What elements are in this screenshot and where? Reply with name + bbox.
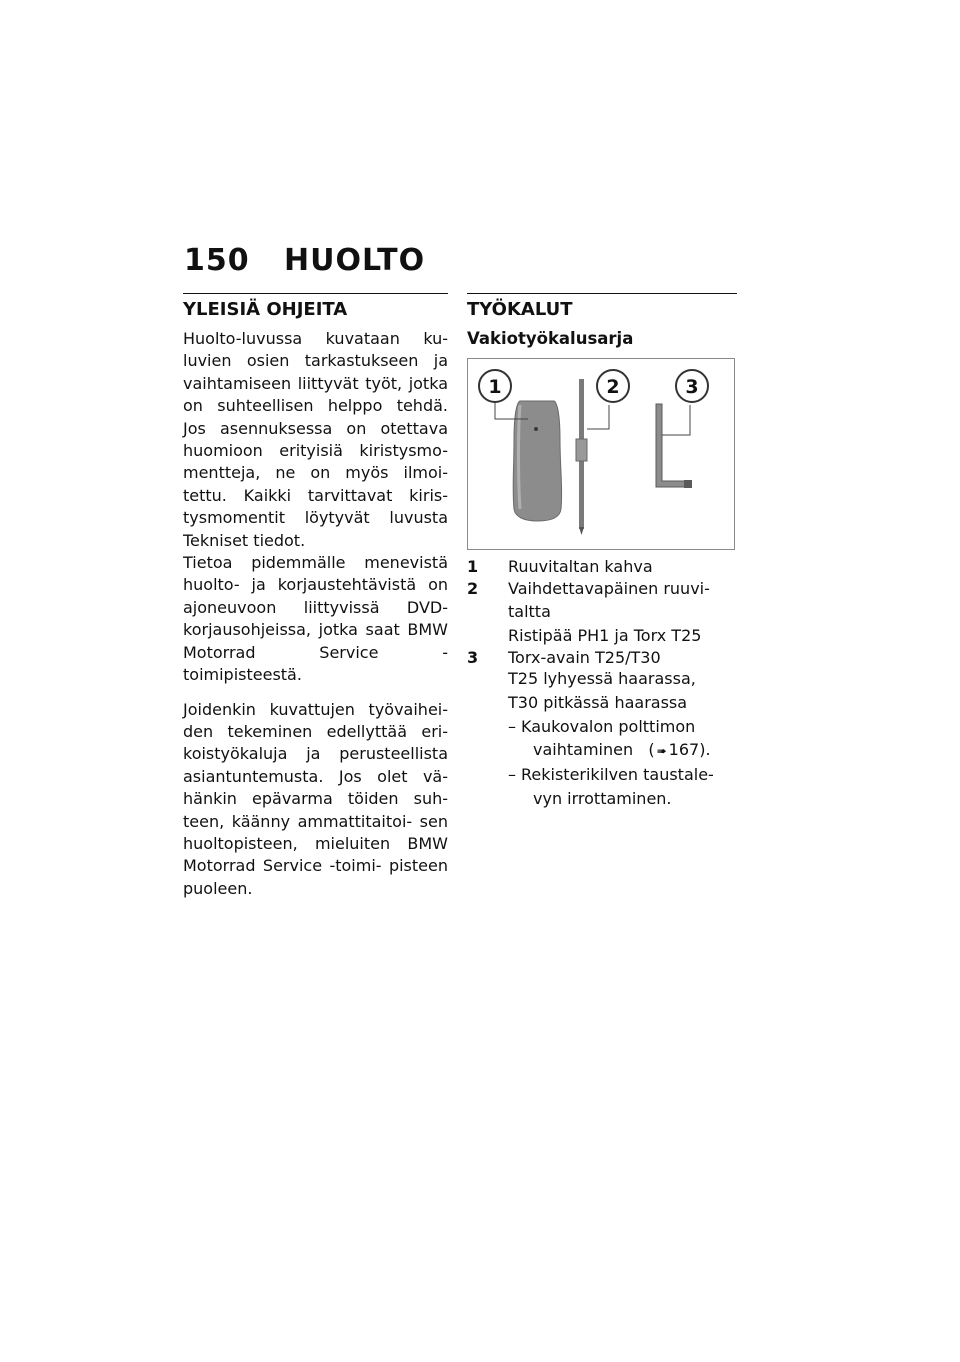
svg-text:3: 3 [685, 376, 699, 398]
section-rule [183, 293, 448, 294]
legend-detail: Ristipää PH1 ja Torx T25 [508, 626, 702, 645]
arrow-right-icon: ➠ [656, 744, 667, 758]
paragraph-dvd: Tietoa pidemmälle menevistä huolto- ja korjaustehtävistä on ajoneuvoon liittyvissä DVD-korjausohjeissa, jotka saat BMW Motorrad Service -toimipisteestä. [183, 553, 448, 685]
right-column [467, 293, 737, 812]
page-reference-link[interactable]: 167). [668, 740, 711, 759]
section-rule [467, 293, 737, 294]
legend-item: 1 Ruuvitaltan kahva [467, 557, 653, 576]
callout-2 [597, 370, 629, 402]
bullet-item: – Kaukovalon polttimon vaihtaminen ( ➠ 167). [467, 716, 737, 765]
svg-text:2: 2 [606, 376, 620, 398]
svg-text:1: 1 [488, 376, 502, 398]
legend-item: 2 Vaihdettavapäinen ruuvi- [467, 578, 710, 598]
page-header [184, 244, 425, 278]
legend-detail: T25 lyhyessä haarassa, [508, 669, 696, 688]
paragraph-intro: Huolto-luvussa kuvataan ku- luvien osien tarkastukseen ja vaihtamiseen liittyvät työt, jotka on suhteellisen helppo tehdä. Jos asennuksessa on otettava huomioon erityisiä kiristysmo- mentteja, ne on myös ilmoi- tettu. Kaikki tarvittavat kiris- tysmomentit löytyvät luvusta Tekniset tiedot. [183, 329, 448, 550]
chapter-title: HUOLTO [284, 243, 426, 278]
callout-3 [676, 370, 708, 402]
left-column [183, 293, 448, 900]
paragraph-expertise: Joidenkin kuvattujen työvaihei- den tekeminen edellyttää eri- koistyökaluja ja perusteellista asiantuntemusta. Jos olet vä- hänkin epävarma töiden suh- teen, käänny ammattitaitoi- sen huoltopisteen, mieluiten BMW Motorrad Service -toimi- pisteen puoleen. [183, 699, 448, 898]
bullet-item: – Rekisterikilven taustale- vyn irrottaminen. [508, 765, 714, 808]
subtitle-toolkit: Vakiotyökalusarja [467, 329, 634, 348]
legend-continuation: taltta [508, 602, 551, 621]
torx-key [656, 404, 685, 487]
legend-item: 3 Torx-avain T25/T30 [467, 647, 661, 667]
legend-detail: T30 pitkässä haarassa [508, 692, 688, 712]
toolkit-figure [467, 358, 735, 550]
callout-1 [479, 370, 511, 402]
page-number: 150 [184, 243, 250, 278]
section-title-tools: TYÖKALUT [467, 299, 573, 320]
figure-legend [467, 556, 737, 812]
section-title-general: YLEISIÄ OHJEITA [183, 299, 348, 320]
toolkit-illustration [468, 359, 734, 549]
